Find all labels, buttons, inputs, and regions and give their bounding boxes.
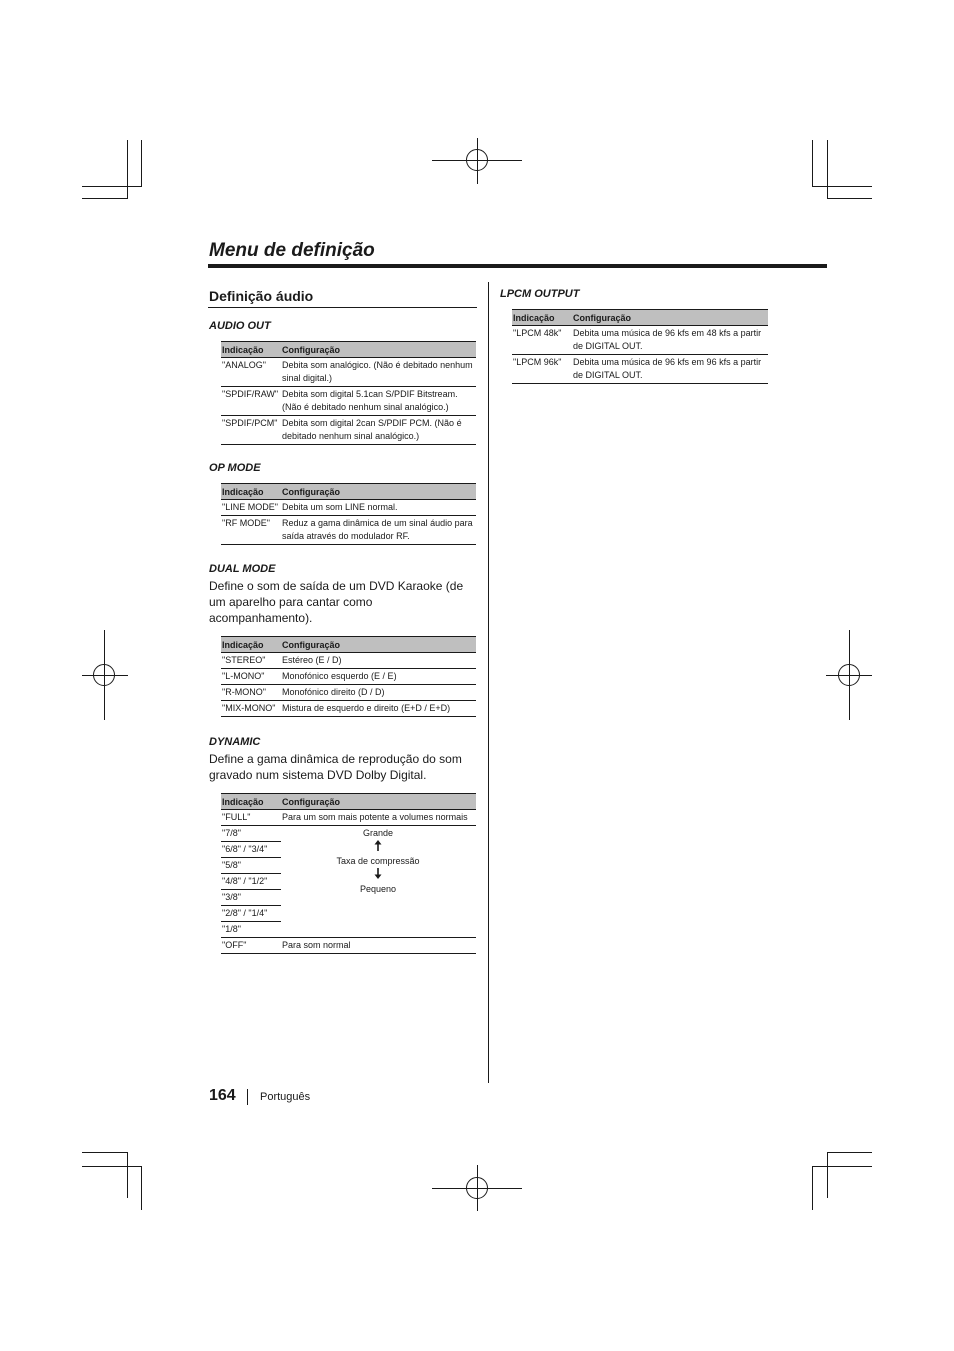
row-indicacao: "LPCM 48k": [512, 326, 572, 355]
table-row: [221, 669, 476, 685]
row-indicacao: "STEREO": [221, 653, 281, 669]
row-indicacao: "ANALOG": [221, 358, 281, 387]
row-configuracao: Para som normal: [281, 938, 476, 954]
arrow-up-icon: [282, 840, 474, 855]
level-indicacao: "6/8" / "3/4": [221, 842, 281, 858]
dual-mode-heading: DUAL MODE: [209, 563, 276, 575]
section-title: Definição áudio: [209, 288, 314, 304]
footer-separator: [247, 1089, 248, 1105]
row-configuracao: Debita um som LINE normal.: [281, 500, 476, 516]
scale-bottom-label: Pequeno: [359, 884, 397, 894]
table-row: [221, 653, 476, 669]
table-row: [221, 387, 476, 416]
table-row: [221, 358, 476, 387]
table-row: [512, 355, 768, 384]
title-rule: [208, 264, 827, 268]
row-indicacao: "R-MONO": [221, 685, 281, 701]
lpcm-output-table: [512, 309, 768, 384]
column-header-indicacao: Indicação: [512, 310, 572, 326]
table-row: [221, 701, 476, 717]
row-indicacao: "OFF": [221, 938, 281, 954]
table-row: [221, 938, 476, 954]
column-header-configuracao: Configuração: [572, 310, 768, 326]
row-indicacao: "SPDIF/RAW": [221, 387, 281, 416]
dynamic-table: [221, 793, 476, 954]
dual-mode-description: Define o som de saída de um DVD Karaoke (de um aparelho para cantar como acompanhamento).: [209, 579, 464, 625]
page-title: Menu de definição: [209, 240, 375, 261]
lpcm-output-heading: LPCM OUTPUT: [500, 288, 580, 300]
row-configuracao: Debita som digital 5.1can S/PDIF Bitstream. (Não é debitado nenhum sinal analógico.): [281, 387, 476, 416]
op-mode-heading: OP MODE: [209, 462, 261, 474]
level-indicacao: "5/8": [221, 858, 281, 874]
scale-middle-label: Taxa de compressão: [336, 856, 420, 866]
row-indicacao: "LPCM 96k": [512, 355, 572, 384]
level-indicacao: "3/8": [221, 890, 281, 906]
dynamic-description: Define a gama dinâmica de reprodução do som gravado num sistema DVD Dolby Digital.: [209, 752, 462, 782]
dynamic-heading: DYNAMIC: [209, 736, 261, 748]
column-divider: [488, 282, 489, 1083]
table-row: [221, 810, 476, 826]
section-rule: [208, 307, 477, 308]
row-configuracao: Para um som mais potente a volumes normais: [281, 810, 476, 826]
audio-out-table: [221, 341, 476, 445]
scale-top-label: Grande: [362, 828, 394, 838]
table-row: [221, 416, 476, 445]
row-configuracao: Reduz a gama dinâmica de um sinal áudio para saída através do modulador RF.: [281, 516, 476, 545]
page-number: 164: [209, 1087, 236, 1104]
row-configuracao: Monofónico esquerdo (E / E): [281, 669, 476, 685]
row-indicacao: "SPDIF/PCM": [221, 416, 281, 445]
row-indicacao: "L-MONO": [221, 669, 281, 685]
row-configuracao: Debita uma música de 96 kfs em 48 kfs a partir de DIGITAL OUT.: [572, 326, 768, 355]
table-row: [221, 685, 476, 701]
audio-out-heading: AUDIO OUT: [209, 320, 271, 332]
table-row: [221, 516, 476, 545]
row-configuracao: Debita som digital 2can S/PDIF PCM. (Não é debitado nenhum sinal analógico.): [281, 416, 476, 445]
column-header-configuracao: Configuração: [281, 484, 476, 500]
row-configuracao: Debita som analógico. (Não é debitado nenhum sinal digital.): [281, 358, 476, 387]
row-configuracao: Estéreo (E / D): [281, 653, 476, 669]
dual-mode-table: [221, 636, 476, 717]
column-header-indicacao: Indicação: [221, 342, 281, 358]
row-configuracao: Debita uma música de 96 kfs em 96 kfs a partir de DIGITAL OUT.: [572, 355, 768, 384]
level-indicacao: "7/8": [221, 826, 281, 842]
column-header-configuracao: Configuração: [281, 794, 476, 810]
table-row: [221, 500, 476, 516]
table-row: [221, 826, 476, 842]
op-mode-table: [221, 483, 476, 545]
row-indicacao: "LINE MODE": [221, 500, 281, 516]
row-configuracao: Mistura de esquerdo e direito (E+D / E+D): [281, 701, 476, 717]
arrow-down-icon: [282, 868, 474, 883]
row-indicacao: "RF MODE": [221, 516, 281, 545]
column-header-indicacao: Indicação: [221, 637, 281, 653]
row-configuracao: Monofónico direito (D / D): [281, 685, 476, 701]
column-header-configuracao: Configuração: [281, 637, 476, 653]
level-indicacao: "2/8" / "1/4": [221, 906, 281, 922]
column-header-indicacao: Indicação: [221, 484, 281, 500]
level-indicacao: "4/8" / "1/2": [221, 874, 281, 890]
row-indicacao: "MIX-MONO": [221, 701, 281, 717]
compression-scale: [281, 826, 476, 938]
column-header-indicacao: Indicação: [221, 794, 281, 810]
table-row: [512, 326, 768, 355]
level-indicacao: "1/8": [221, 922, 281, 938]
row-indicacao: "FULL": [221, 810, 281, 826]
footer-language: Português: [260, 1091, 311, 1103]
column-header-configuracao: Configuração: [281, 342, 476, 358]
